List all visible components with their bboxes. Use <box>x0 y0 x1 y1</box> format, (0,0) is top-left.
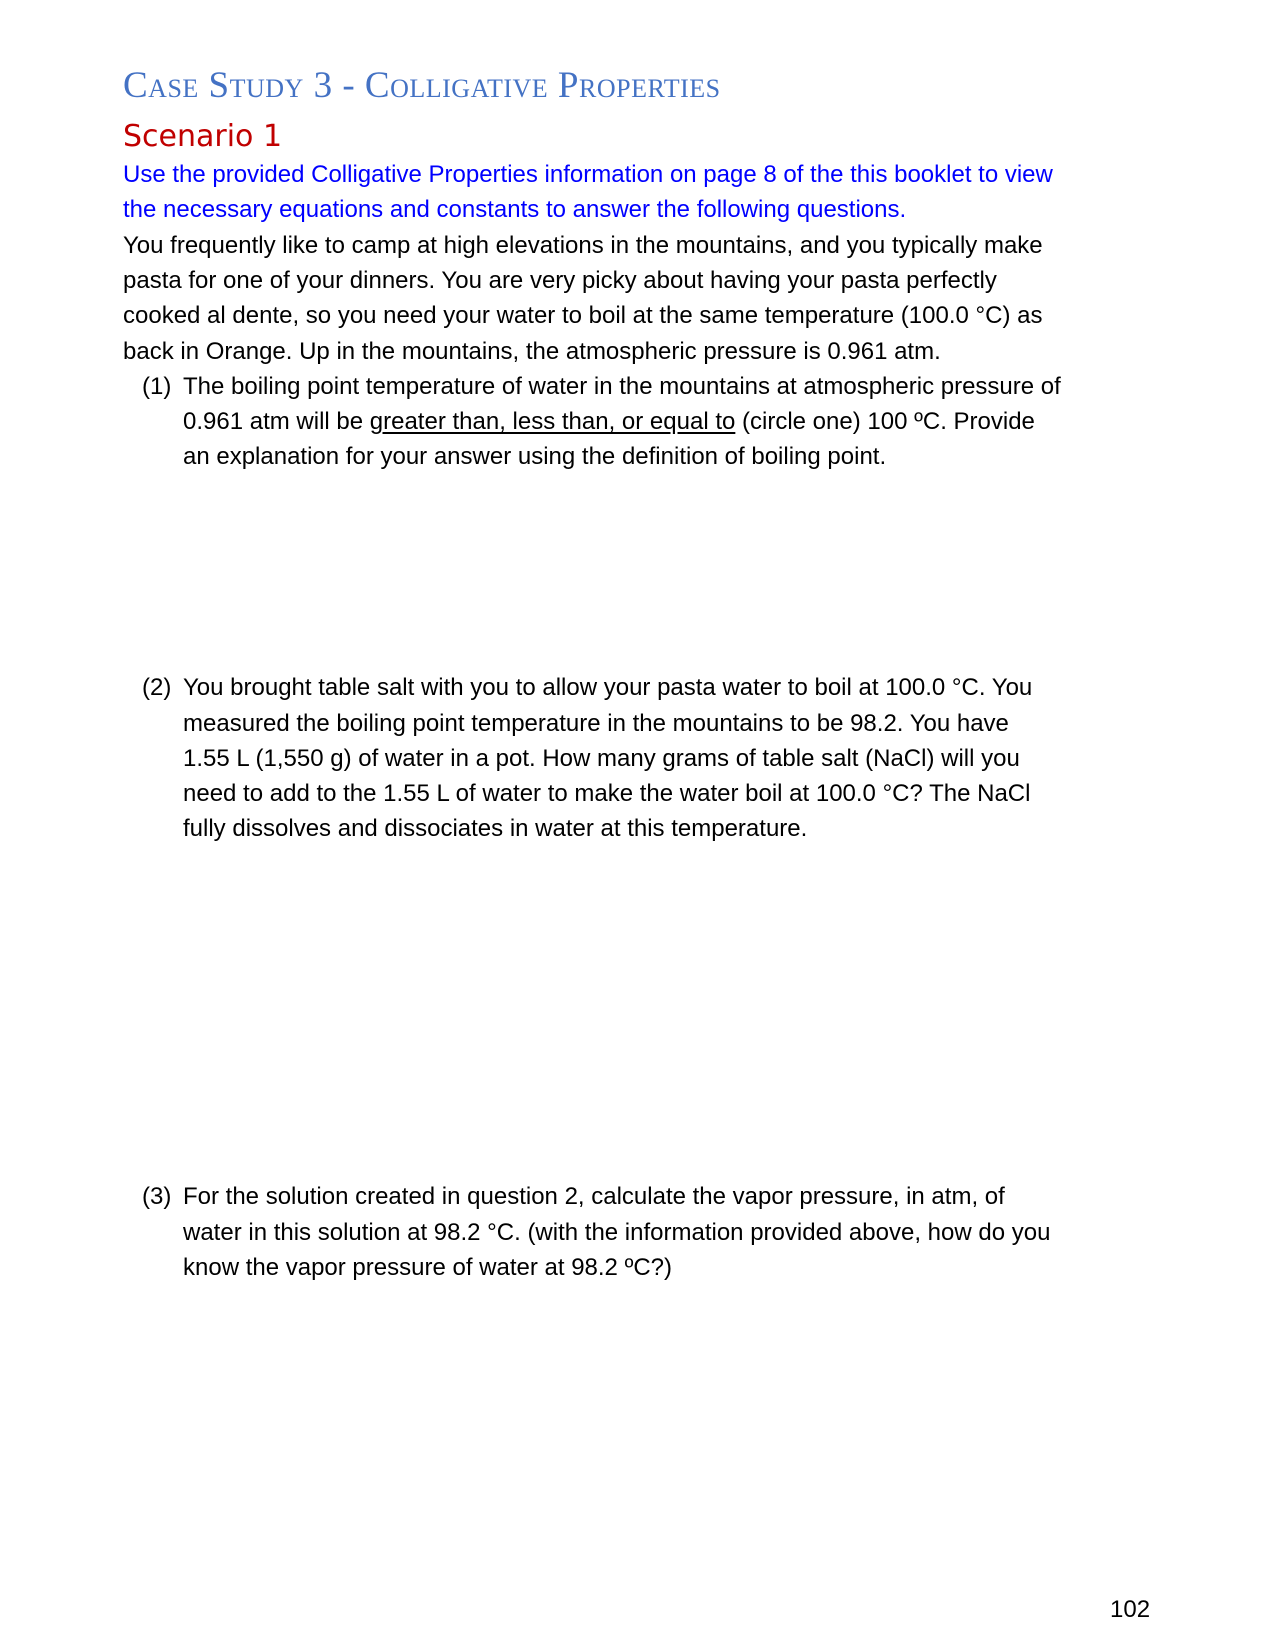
question-1-number: (1) <box>142 373 172 400</box>
question-3-line-2: water in this solution at 98.2 °C. (with the information provided above, how do you <box>183 1219 1051 1246</box>
page-number: 102 <box>1110 1596 1151 1623</box>
question-3-number: (3) <box>142 1183 172 1210</box>
question-1-line-2 <box>183 404 1035 440</box>
question-1-line-1: The boiling point temperature of water in the mountains at atmospheric pressure of <box>183 373 1061 400</box>
intro-line-4: back in Orange. Up in the mountains, the atmospheric pressure is 0.961 atm. <box>123 338 941 365</box>
question-2-line-3: 1.55 L (1,550 g) of water in a pot. How many grams of table salt (NaCl) will you <box>183 745 1020 772</box>
page-title <box>123 64 721 108</box>
question-1-line-2-end: (circle one) 100 ºC. Provide <box>735 408 1035 435</box>
instructions-line-2: the necessary equations and constants to answer the following questions. <box>123 196 907 223</box>
question-2-line-4: need to add to the 1.55 L of water to make the water boil at 100.0 °C? The NaCl <box>183 780 1031 807</box>
question-2-number: (2) <box>142 674 172 701</box>
question-2-line-5: fully dissolves and dissociates in water at this temperature. <box>183 815 808 842</box>
question-2-line-2: measured the boiling point temperature in the mountains to be 98.2. You have <box>183 710 1009 737</box>
question-1-line-2-start: 0.961 atm will be <box>183 408 370 435</box>
question-2-line-1: You brought table salt with you to allow your pasta water to boil at 100.0 °C. You <box>183 674 1033 701</box>
title-main: Colligative Properties <box>364 65 721 106</box>
intro-line-1: You frequently like to camp at high elevations in the mountains, and you typically make <box>123 232 1043 259</box>
instructions-line-1: Use the provided Colligative Properties information on page 8 of the this booklet to view <box>123 161 1053 188</box>
title-prefix: Case Study 3 - <box>123 65 365 106</box>
scenario-heading: Scenario 1 <box>123 119 283 154</box>
question-3-line-3: know the vapor pressure of water at 98.2 ºC?) <box>183 1254 673 1281</box>
intro-line-3: cooked al dente, so you need your water to boil at the same temperature (100.0 °C) as <box>123 302 1043 329</box>
question-1-line-3: an explanation for your answer using the definition of boiling point. <box>183 443 887 470</box>
question-3-line-1: For the solution created in question 2, calculate the vapor pressure, in atm, of <box>183 1183 1005 1210</box>
intro-line-2: pasta for one of your dinners. You are very picky about having your pasta perfectly <box>123 267 997 294</box>
circle-one-options: greater than, less than, or equal to <box>369 408 736 435</box>
